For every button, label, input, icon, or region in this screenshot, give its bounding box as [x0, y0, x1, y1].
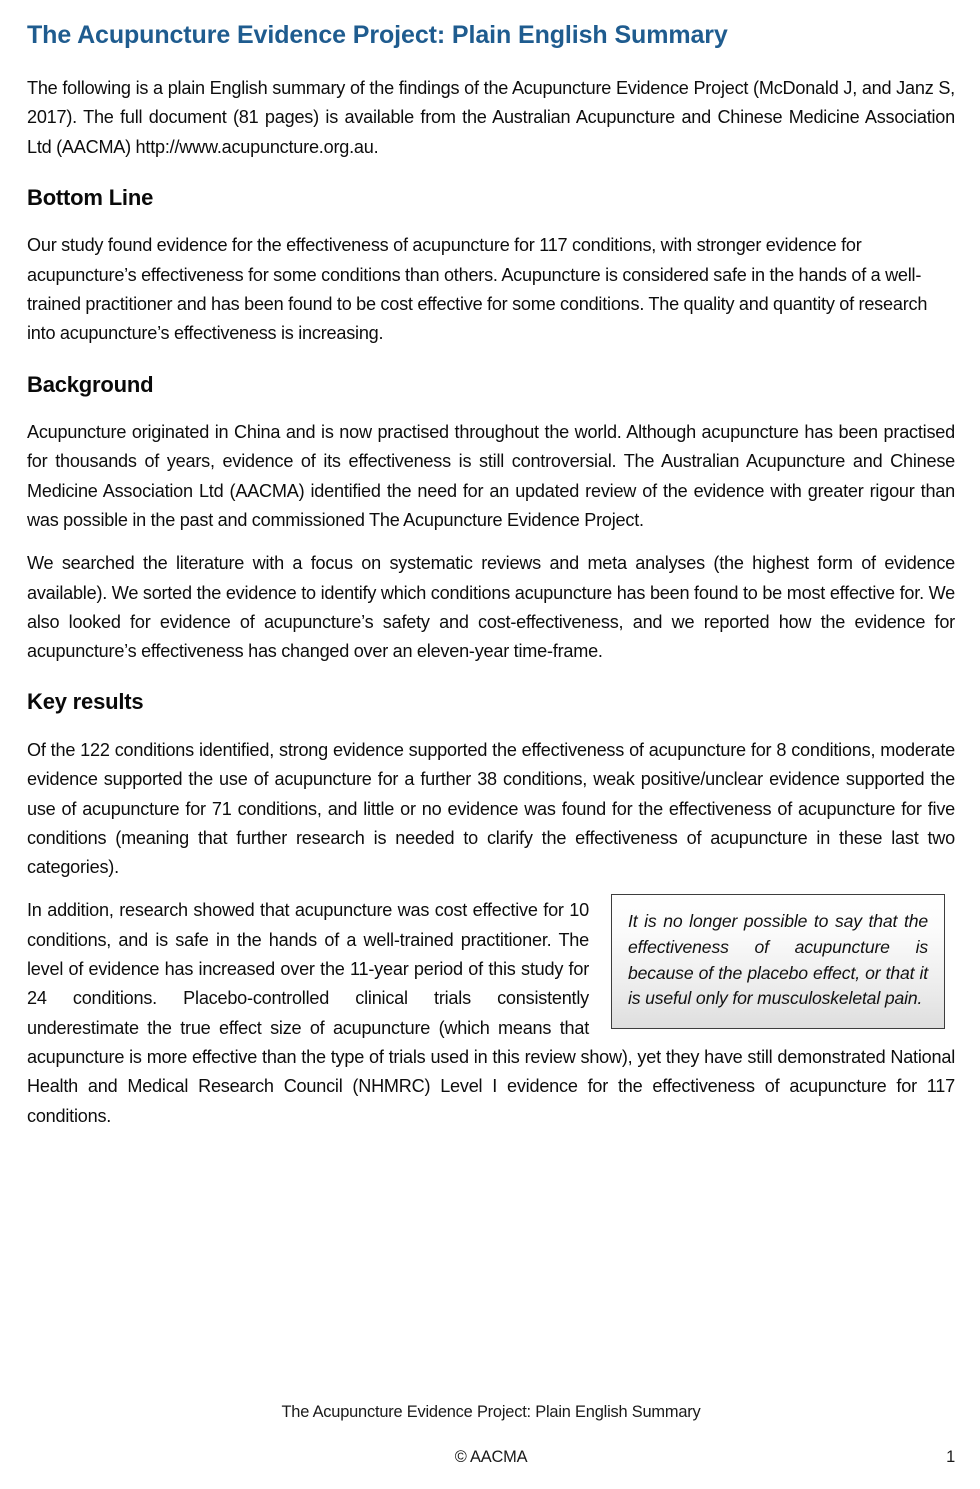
footer-copyright-row [27, 1448, 955, 1467]
callout-text: It is no longer possible to say that the effectiveness of acupuncture is because of the placebo effect, or that it is useful only for musculoskeletal pain. [628, 911, 928, 1009]
background-paragraph-1: Acupuncture originated in China and is now practised throughout the world. Although acupuncture has been practised for thousands of years, evidence of its effectiveness is still controversial. The Australian Acupuncture and Chinese Medicine Association Ltd (AACMA) identified the need for an updated review of the evidence with greater rigour than was possible in the past and commissioned The Acupuncture Evidence Project. [27, 422, 955, 530]
key-results-paragraph-1: Of the 122 conditions identified, strong evidence supported the effectiveness of acupuncture for 8 conditions, moderate evidence supported the use of acupuncture for a further 38 conditions, weak positive/unclear evidence supported the use of acupuncture for 71 conditions, and little or no evidence was found for the effectiveness of acupuncture for five conditions (meaning that further research is needed to clarify the effectiveness of acupuncture in these last two categories). [27, 739, 955, 878]
intro-paragraph: The following is a plain English summary of the findings of the Acupuncture Evidence Project (McDonald J, and Janz S, 2017). The full document (81 pages) is available from the Australian Acupuncture and Chinese Medicine Association Ltd (AACMA) http://www.acupuncture.org.au. [27, 78, 955, 157]
section-heading-bottom-line: Bottom Line [27, 184, 154, 210]
key-results-paragraph-2: In addition, research showed that acupuncture was cost effective for 10 conditions, and is safe in the hands of a well-trained practitioner. The level of evidence has increased over the 11-year period of this study for 24 conditions. Placebo-controlled clinical trials consistently underestimate the true effect size of acupuncture (which means that acupuncture is more effective than the type of trials used in this review show), yet they have still demonstrated National Health and Medical Research Council (NHMRC) Level I evidence for the effectiveness of acupuncture for 117 conditions. [27, 900, 955, 1126]
section-heading-key-results: Key results [27, 689, 144, 715]
document-content [27, 0, 955, 1131]
background-paragraph-2: We searched the literature with a focus on systematic reviews and meta analyses (the highest form of evidence available). We sorted the evidence to identify which conditions acupuncture has been found to be most effective for. We also looked for evidence of acupuncture’s safety and cost-effectiveness, and we reported how the evidence for acupuncture’s effectiveness has changed over an eleven-year time-frame. [27, 553, 955, 662]
callout-box [611, 894, 945, 1029]
footer-title: The Acupuncture Evidence Project: Plain English Summary [281, 1403, 701, 1421]
section-heading-background: Background [27, 371, 154, 397]
bottom-line-paragraph: Our study found evidence for the effectiveness of acupuncture for 117 conditions, with stronger evidence for acupuncture’s effectiveness for some conditions than others. Acupuncture is considered safe in the hands of a well-trained practitioner and has been found to be cost effective for some conditions. The quality and quantity of research into acupuncture’s effectiveness is increasing. [27, 235, 928, 344]
page-footer [27, 1403, 955, 1467]
footer-copyright: © AACMA [454, 1448, 528, 1466]
page-title: The Acupuncture Evidence Project: Plain English Summary [27, 21, 728, 49]
page-number: 1 [946, 1448, 955, 1466]
